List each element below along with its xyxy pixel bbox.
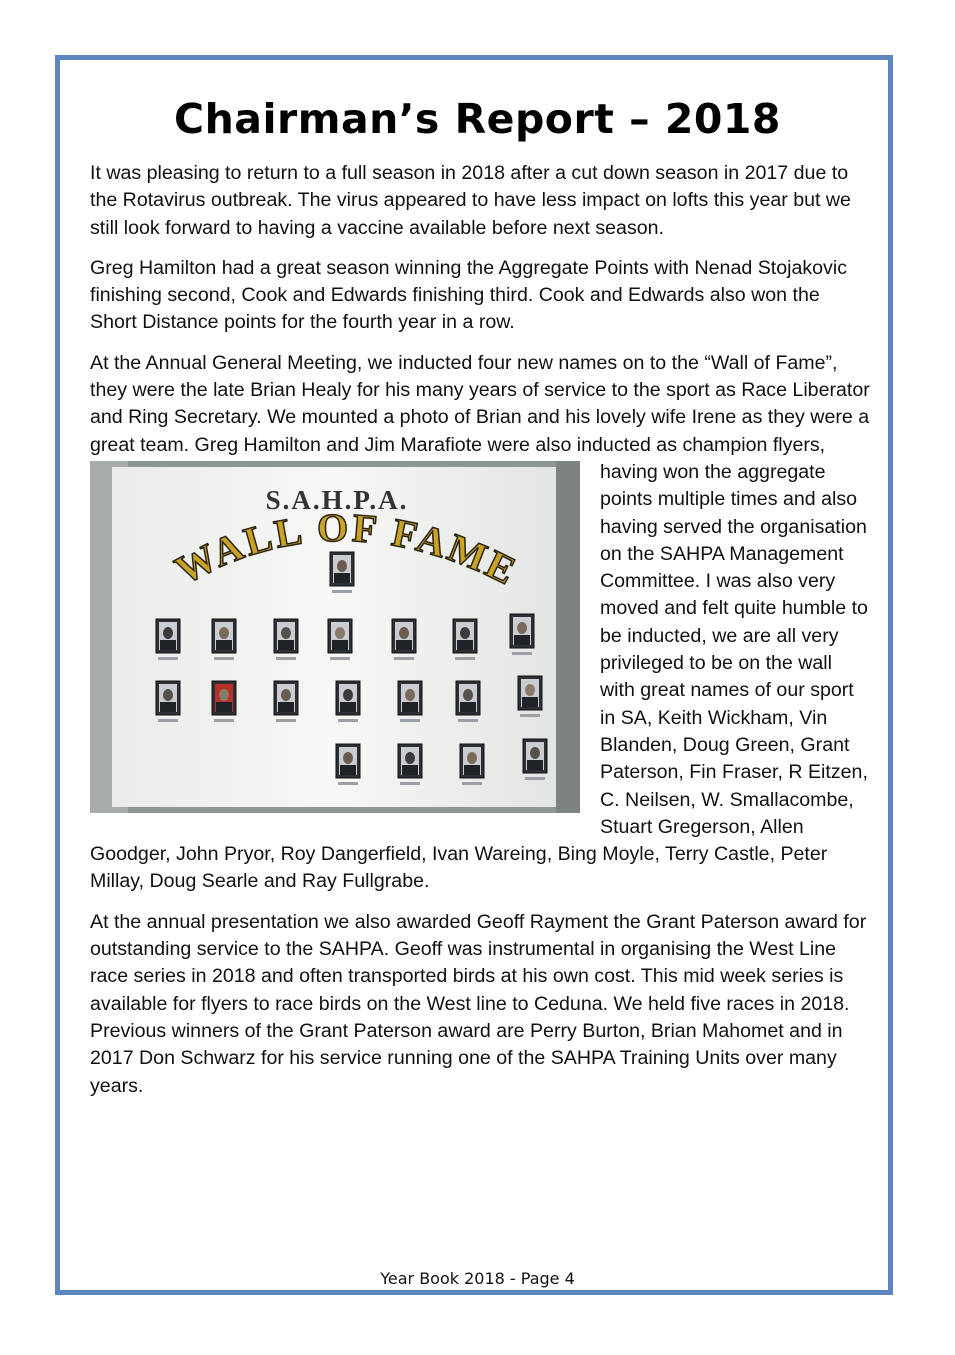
page-title: Chairman’s Report – 2018	[174, 95, 781, 143]
wall-of-fame-photo	[90, 461, 580, 813]
photo-banner-text: WALL OF FAME	[168, 504, 526, 595]
photo-org-label: S.A.H.P.A.	[265, 484, 409, 515]
paragraph-agm: At the Annual General Meeting, we inducted four new names on to the “Wall of Fame”, they were the late Brian Healy for his many years of service to the sport as Race Liberator and Ring Secretary. We mounted a photo of Brian and his lovely wife Irene as they were a great team. Greg Hamilton and Jim Marafiote were also inducted as champion flyers,	[90, 351, 870, 456]
page-footer: Year Book 2018 - Page 4	[380, 1269, 575, 1288]
paragraph-aggregate: Greg Hamilton had a great season winning the Aggregate Points with Nenad Stojakovic finishing second, Cook and Edwards finishing third. Cook and Edwards also won the Short Distance points for the fourth year in a row.	[90, 256, 847, 334]
paragraph-season: It was pleasing to return to a full season in 2018 after a cut down season in 2017 due to the Rotavirus outbreak. The virus appeared to have less impact on lofts this year but we still look forward to having a vaccine available before next season.	[90, 162, 851, 239]
paragraph-presentation: At the annual presentation we also awarded Geoff Rayment the Grant Paterson award for outstanding service to the SAHPA. Geoff was instrumental in organising the West Line race series in 2018 and often transported birds at his own cost. This mid week series is available for flyers to race birds on the West line to Ceduna. We held five races in 2018. Previous winners of the Grant Paterson award are Perry Burton, Brian Mahomet and in 2017 Don Schwarz for his service running one of the SAHPA Training Units over many years.	[90, 910, 867, 1097]
paragraph-wall-of-fame: having won the aggregate points multiple times and also having served the organisation on the SAHPA Management Committee. I was also very moved and felt quite humble to be inducted, we are all very privileged to be on the wall with great names of our sport in SA, Keith Wickham, Vin Blanden, Doug Green, Grant Paterson, Fin Fraser, R Eitzen, C. Neilsen, W. Smallacombe, Stuart Gregerson, Allen Goodger, John Pryor, Roy Dangerfield, Ivan Wareing, Bing Moyle, Terry Castle, Peter Millay, Doug Searle and Ray Fullgrabe.	[90, 460, 868, 893]
report-body	[90, 160, 870, 1113]
